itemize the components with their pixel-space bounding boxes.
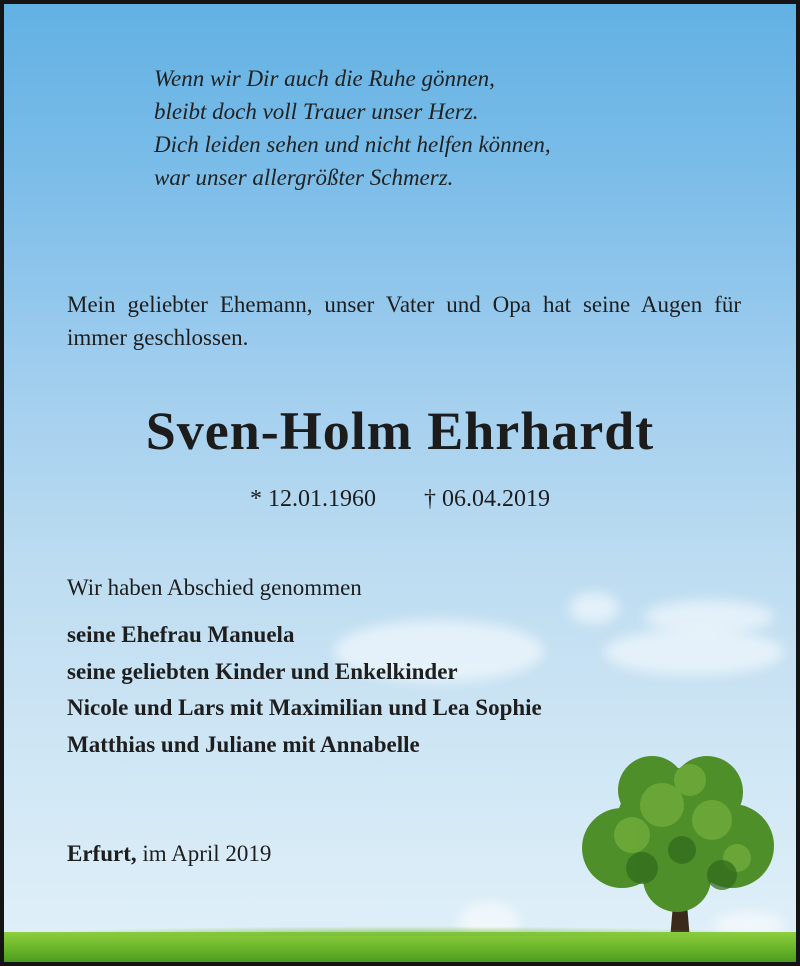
- place-and-date: [67, 837, 271, 870]
- tree-illustration: [572, 750, 782, 940]
- birth-date: * 12.01.1960: [250, 486, 376, 512]
- cloud: [569, 592, 619, 624]
- death-date: † 06.04.2019: [424, 486, 550, 512]
- mourners-list: [67, 617, 542, 763]
- farewell-text: Wir haben Abschied genommen: [67, 575, 362, 600]
- place-date: im April 2019: [142, 841, 272, 866]
- memorial-poem: [154, 62, 551, 194]
- poem-line: bleibt doch voll Trauer unser Herz.: [154, 99, 479, 124]
- grass-strip: [4, 932, 796, 962]
- mourner-line: Nicole und Lars mit Maximilian und Lea Sophie: [67, 695, 542, 720]
- life-dates: [4, 483, 796, 515]
- poem-line: Dich leiden sehen und nicht helfen können,: [154, 132, 551, 157]
- place-city: Erfurt,: [67, 841, 137, 866]
- poem-line: Wenn wir Dir auch die Ruhe gönnen,: [154, 66, 495, 91]
- deceased-name: Sven-Holm Ehrhardt: [145, 401, 655, 461]
- mourner-line: Matthias und Juliane mit Annabelle: [67, 731, 420, 757]
- mourner-line: seine geliebten Kinder und Enkelkinder: [67, 658, 458, 684]
- intro-text: Mein geliebter Ehemann, unser Vater und Opa hat seine Augen für immer geschlossen.: [67, 292, 741, 350]
- mourner-line: seine Ehefrau Manuela: [67, 622, 295, 647]
- poem-line: war unser allergrößter Schmerz.: [154, 165, 454, 190]
- cloud: [604, 629, 784, 675]
